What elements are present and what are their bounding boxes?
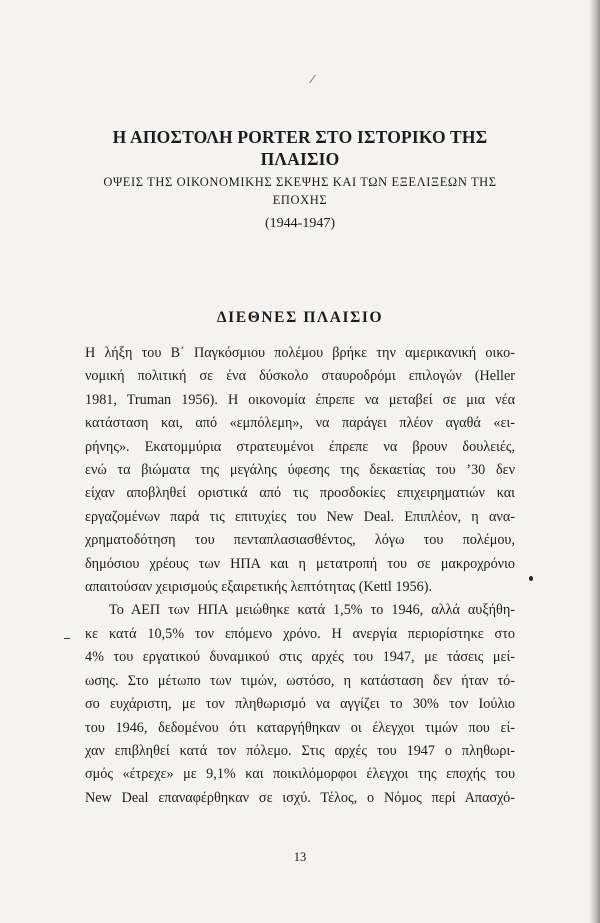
text-line: ρήνης». Εκατομμύρια στρατευμένοι έπρεπε να βρουν δουλειές, [85,438,515,455]
text-line: Το ΑΕΠ των ΗΠΑ μειώθηκε κατά 1,5% το 1946, αλλά αυξήθη- [109,602,515,619]
page-edge-shadow [590,0,600,923]
text-line: κατάσταση και, από «εμπόλεμη», να παράγει πλέον αγαθά «ει- [85,415,515,432]
text-line: Η λήξη του Β΄ Παγκόσμιου πολέμου βρήκε την αμερικανική οικο- [85,345,515,361]
margin-dash-mark [64,638,70,639]
body-text [85,342,515,810]
text-line: χρηματοδότηση του πενταπλασιασθέντος, λόγω του πολέμου, [85,532,515,549]
stray-ink-dot [529,576,533,581]
chapter-title: Η ΑΠΟΣΤΟΛΗ PORTER ΣΤΟ ΙΣΤΟΡΙΚΟ ΤΗΣ ΠΛΑΙΣΙΟ [112,127,488,169]
text-line: απαιτούσαν χειρισμούς εξαιρετικής λεπτότητας (Kettl 1956). [85,579,433,596]
text-line: είχαν αποβληθεί οριστικά από τις προσδοκίες επιχειρηματιών και [85,485,515,502]
text-line: σμός «έτρεχε» με 9,1% και ποικιλόμορφοι έλεγχοι της εποχής του [85,766,515,783]
text-line: σο ευχάριστη, με τον πληθωρισμό να αγγίζει το 30% τον Ιούλιο [85,696,515,713]
paragraph-1 [85,342,515,599]
stray-pen-mark [309,75,316,84]
text-line: ωσης. Στο μέτωπο των τιμών, ωστόσο, η κατάσταση δεν ήταν τό- [85,672,515,689]
chapter-dates: (1944-1947) [265,216,335,231]
text-line: δημόσιου χρέους των ΗΠΑ και η μετατροπή του σε μακροχρόνιο [85,555,515,572]
page-number: 13 [293,850,307,864]
text-line: ενώ τα βιώματα της μεγάλης ύφεσης της δεκαετίας του ’30 δεν [85,462,515,479]
text-line: του 1946, δεδομένου ότι καταργήθηκαν οι έλεγχοι τιμών που εί- [85,719,515,736]
text-line: 1981, Truman 1956). Η οικονομία έπρεπε να μεταβεί σε μια νέα [85,391,515,408]
text-line: εργαζομένων παρά τις επιτυχίες του New Deal. Επιπλέον, η ανα- [85,508,515,525]
section-heading: ΔΙΕΘΝΕΣ ΠΛΑΙΣΙΟ [216,309,384,326]
text-line: κε κατά 10,5% τον επόμενο χρόνο. Η ανεργία περιορίστηκε στο [85,625,515,642]
text-line: νομική πολιτική σε ένα δύσκολο σταυροδρόμι επιλογών (Heller [85,368,515,385]
chapter-header [80,126,520,233]
text-line: χαν επιβληθεί κατά τον πόλεμο. Στις αρχές του 1947 ο πληθωρι- [85,742,515,759]
paragraph-2 [85,599,515,810]
text-line: 4% του εργατικού δυναμικού στις αρχές του 1947, με τάσεις μεί- [85,649,515,666]
chapter-subtitle: ΟΨΕΙΣ ΤΗΣ ΟΙΚΟΝΟΜΙΚΗΣ ΣΚΕΨΗΣ ΚΑΙ ΤΩΝ ΕΞΕΛΙΞΕΩΝ ΤΗΣ ΕΠΟΧΗΣ [103,175,497,207]
text-line: New Deal επαναφέρθηκαν σε ισχύ. Τέλος, ο Νόμος περί Απασχό- [85,789,515,806]
